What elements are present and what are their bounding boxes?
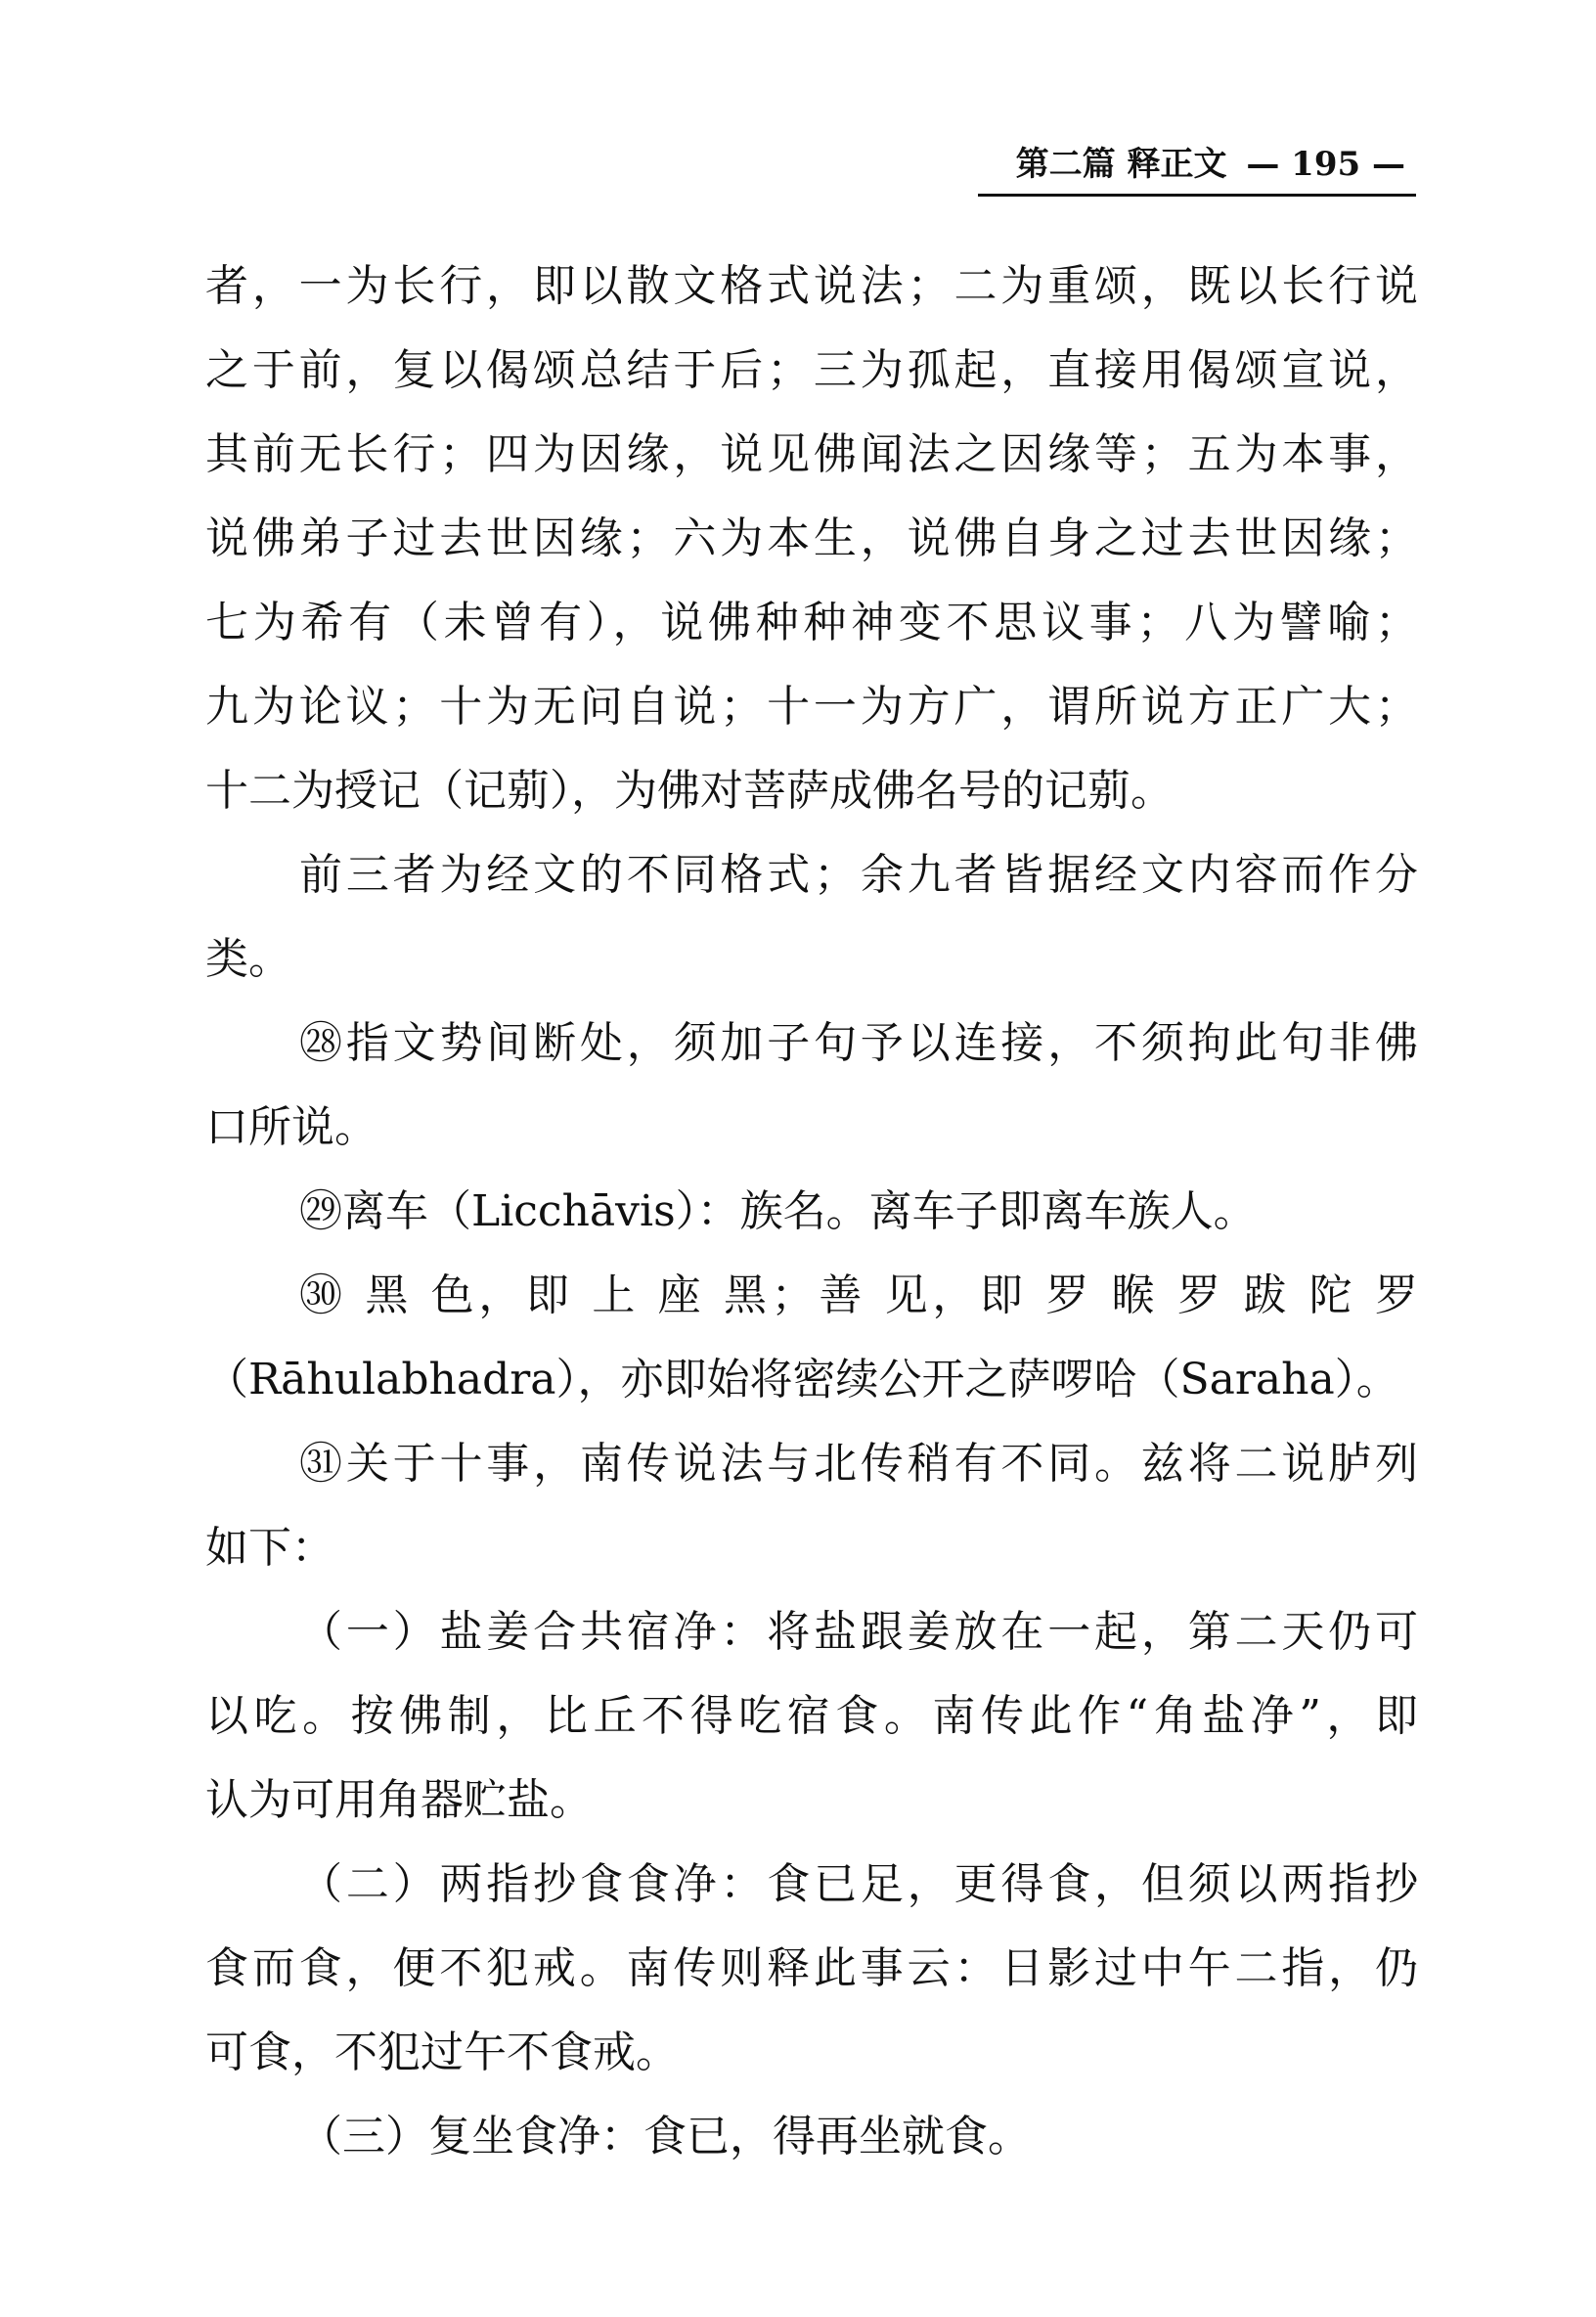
- paragraph-start-line: 前三者为经文的不同格式；余九者皆据经文内容而作分: [299, 850, 1418, 900]
- text-line: 其前无长行；四为因缘，说见佛闻法之因缘等；五为本事，: [205, 429, 1418, 479]
- item-1-line: （一）盐姜合共宿净：将盐跟姜放在一起，第二天仍可: [299, 1607, 1418, 1657]
- text-line: 九为论议；十为无问自说；十一为方广，谓所说方正广大；: [205, 682, 1418, 732]
- note-31-line: ㉛关于十事，南传说法与北传稍有不同。兹将二说胪列: [299, 1439, 1418, 1489]
- text-line: 以吃。按佛制，比丘不得吃宿食。南传此作“角盐净”，即: [205, 1691, 1418, 1741]
- note-28-line: ㉘指文势间断处，须加子句予以连接，不须拘此句非佛: [299, 1018, 1418, 1068]
- header-page-number: — 195 —: [1246, 145, 1405, 184]
- note-30-line: ㉚ 黑 色，即 上 座 黑；善 见，即 罗 睺 罗 跋 陀 罗: [299, 1270, 1418, 1320]
- item-2-line: （二）两指抄食食净：食已足，更得食，但须以两指抄: [299, 1859, 1418, 1909]
- text-line: 认为可用角器贮盐。: [205, 1775, 593, 1825]
- text-line: （Rāhulabhadra），亦即始将密续公开之萨啰哈（Saraha）。: [205, 1355, 1399, 1404]
- text-line: 如下：: [205, 1523, 334, 1573]
- text-line: 十二为授记（记莂），为佛对菩萨成佛名号的记莂。: [205, 766, 1174, 816]
- body-text: [205, 245, 1418, 2179]
- text-line: 之于前，复以偈颂总结于后；三为孤起，直接用偈颂宣说，: [205, 345, 1418, 395]
- header-chapter: 第二篇: [1015, 145, 1116, 184]
- text-line: 类。: [205, 934, 291, 984]
- running-header: [978, 142, 1413, 187]
- header-rule: [978, 194, 1416, 197]
- note-29-line: ㉙离车（Licchāvis）：族名。离车子即离车族人。: [299, 1186, 1257, 1236]
- text-line: 可食，不犯过午不食戒。: [205, 2027, 679, 2077]
- text-line: 七为希有（未曾有），说佛种种神变不思议事；八为譬喻；: [205, 598, 1418, 647]
- header-section: 释正文: [1127, 145, 1227, 184]
- text-line: 口所说。: [205, 1102, 377, 1152]
- text-line: 说佛弟子过去世因缘；六为本生，说佛自身之过去世因缘；: [205, 513, 1418, 563]
- item-3-line: （三）复坐食净：食已，得再坐就食。: [299, 2112, 1031, 2161]
- text-line: 者，一为长行，即以散文格式说法；二为重颂，既以长行说: [205, 261, 1418, 311]
- text-line: 食而食，便不犯戒。南传则释此事云：日影过中午二指，仍: [205, 1943, 1418, 1993]
